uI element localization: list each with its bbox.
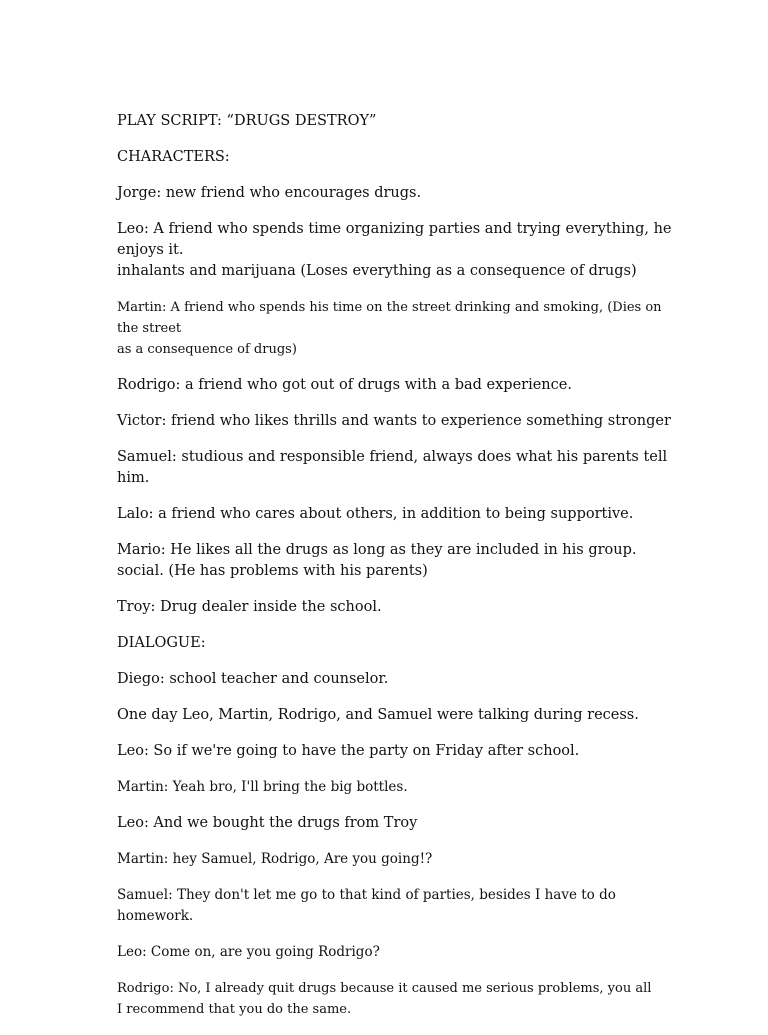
character-samuel: Samuel: studious and responsible friend, always does what his parents tell him. bbox=[117, 449, 672, 486]
character-martin: Martin: A friend who spends his time on the street drinking and smoking, (Dies on the street as a consequence of drugs) bbox=[117, 300, 662, 357]
character-victor: Victor: friend who likes thrills and wants to experience something stronger bbox=[117, 413, 671, 429]
character-rodrigo: Rodrigo: a friend who got out of drugs with a bad experience. bbox=[117, 377, 572, 393]
dialogue-line: Leo: And we bought the drugs from Troy bbox=[117, 815, 418, 831]
script-title: PLAY SCRIPT: “DRUGS DESTROY” bbox=[117, 113, 377, 129]
scene-description: One day Leo, Martin, Rodrigo, and Samuel were talking during recess. bbox=[117, 707, 639, 723]
character-troy: Troy: Drug dealer inside the school. bbox=[117, 599, 382, 615]
character-leo: Leo: A friend who spends time organizing parties and trying everything, he enjoys it. inhalants and marijuana (Loses everything as a consequence of drugs) bbox=[117, 221, 672, 279]
dialogue-line: Martin: Yeah bro, I'll bring the big bottles. bbox=[117, 779, 408, 795]
dialogue-line: Martin: hey Samuel, Rodrigo, Are you going!? bbox=[117, 851, 433, 867]
dialogue-line: Rodrigo: No, I already quit drugs because it caused me serious problems, you all I recommend that you do the same. bbox=[117, 981, 652, 1017]
characters-heading: CHARACTERS: bbox=[117, 149, 230, 165]
dialogue-line: Leo: Come on, are you going Rodrigo? bbox=[117, 944, 380, 960]
dialogue-line: Leo: So if we're going to have the party on Friday after school. bbox=[117, 743, 580, 759]
character-mario: Mario: He likes all the drugs as long as they are included in his group. social. (He has problems with his parents) bbox=[117, 542, 637, 579]
dialogue-line: Samuel: They don't let me go to that kind of parties, besides I have to do homework. bbox=[117, 887, 621, 924]
document-page bbox=[117, 111, 677, 1035]
character-diego: Diego: school teacher and counselor. bbox=[117, 671, 389, 687]
character-lalo: Lalo: a friend who cares about others, in addition to being supportive. bbox=[117, 506, 634, 522]
dialogue-heading: DIALOGUE: bbox=[117, 635, 206, 651]
character-jorge: Jorge: new friend who encourages drugs. bbox=[117, 185, 422, 201]
